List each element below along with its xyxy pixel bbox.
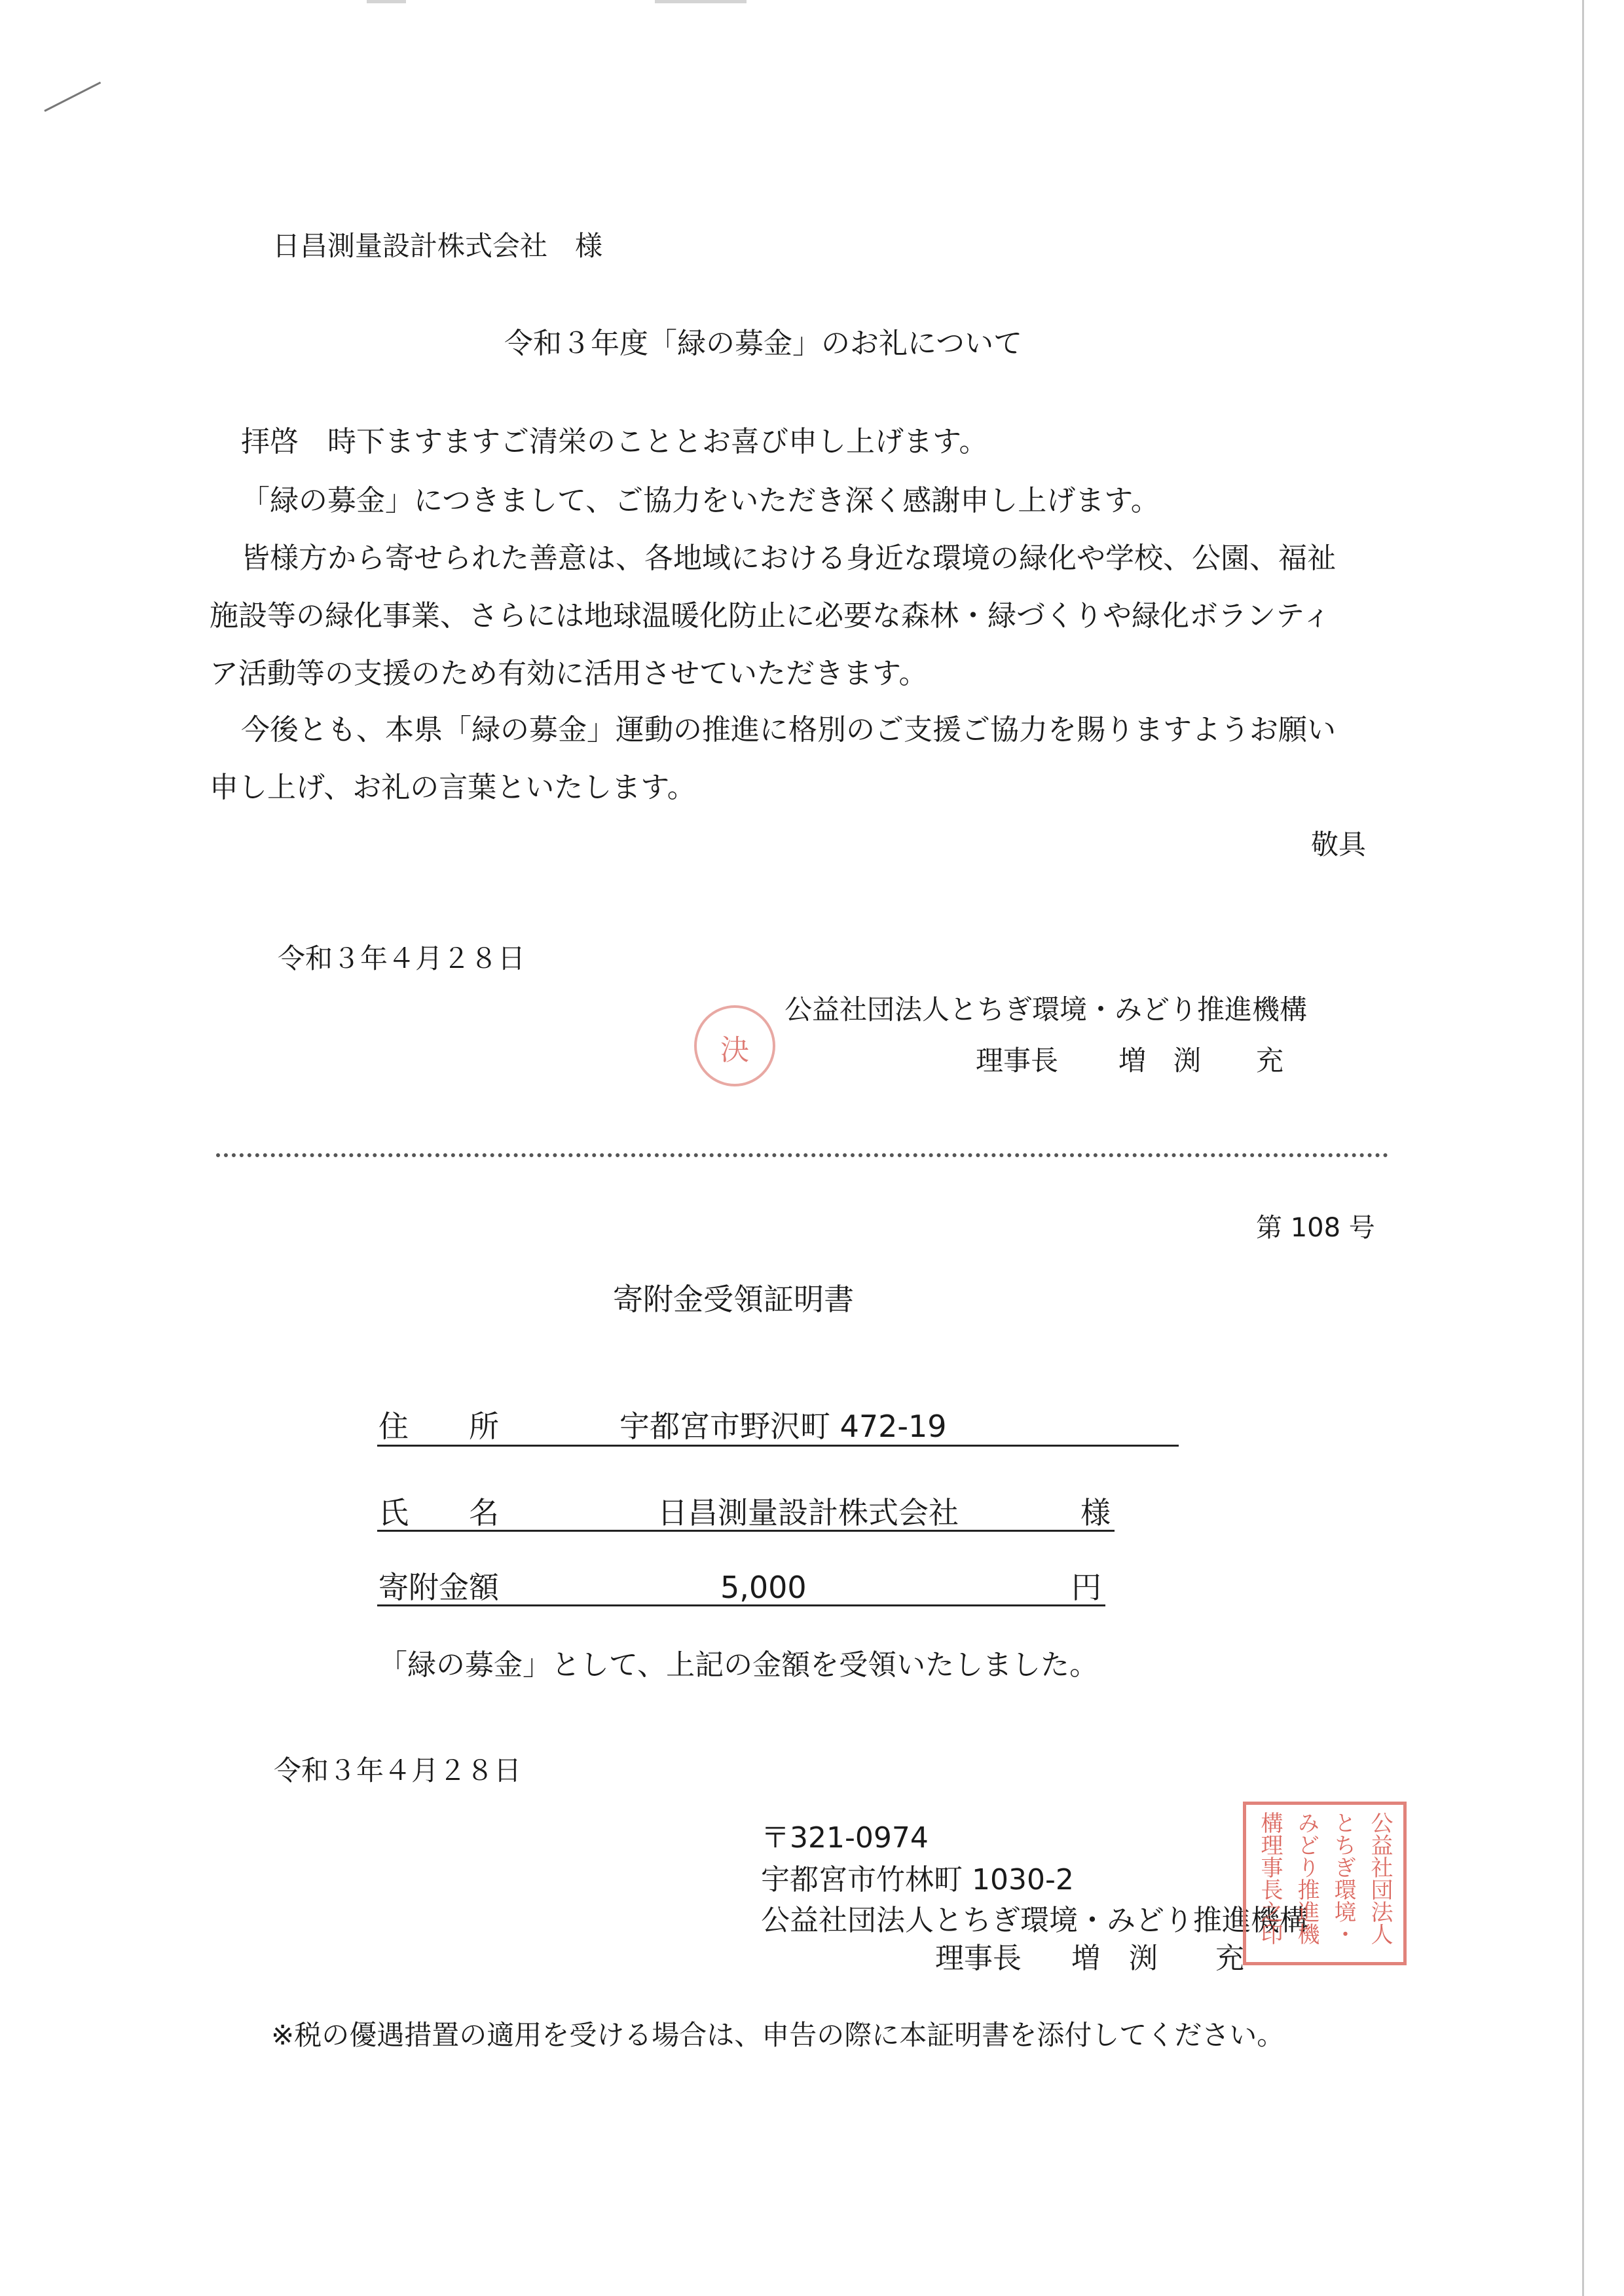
scan-mark: [655, 0, 747, 3]
certificate-number: 第 108 号: [1256, 1213, 1375, 1243]
letter-closing: 敬具: [1311, 828, 1367, 861]
letter-sender-title: 理事長: [976, 1045, 1059, 1077]
letter-paragraph: 皆様方から寄せられた善意は、各地域における身近な環境の緑化や学校、公園、福祉: [241, 542, 1336, 575]
letter-paragraph: 今後とも、本県「緑の募金」運動の推進に格別のご支援ご協力を賜りますようお願い: [241, 713, 1336, 747]
name-value: 日昌測量設計株式会社: [657, 1495, 959, 1530]
cut-line-divider: [216, 1153, 1388, 1157]
amount-value: 5,000: [720, 1570, 807, 1605]
letter-addressee: 日昌測量設計株式会社 様: [272, 230, 603, 262]
certificate-title: 寄附金受領証明書: [613, 1282, 854, 1317]
letter-paragraph: 施設等の緑化事業、さらには地球温暖化防止に必要な森林・緑づくりや緑化ボランティ: [210, 599, 1331, 633]
page-edge-shadow: [1582, 0, 1584, 2296]
org-address: 宇都宮市竹林町 1030-2: [761, 1863, 1074, 1897]
amount-underline: [377, 1604, 1105, 1606]
official-square-seal: 構理事長之印 みどり推進機 とちぎ環境・ 公益社団法人: [1243, 1802, 1407, 1965]
name-underline: [377, 1530, 1115, 1532]
rep-name: 増 渕 充: [1071, 1942, 1244, 1975]
amount-label: 寄附金額: [378, 1570, 499, 1605]
certificate-date: 令和３年４月２８日: [274, 1754, 522, 1787]
rep-title: 理事長: [935, 1942, 1022, 1975]
org-postal-code: 〒321-0974: [761, 1821, 929, 1855]
amount-unit: 円: [1071, 1570, 1101, 1605]
address-value: 宇都宮市野沢町 472-19: [619, 1409, 947, 1444]
pen-stroke-mark: [44, 82, 101, 112]
letter-title: 令和３年度「緑の募金」のお礼について: [504, 327, 1023, 360]
org-name: 公益社団法人とちぎ環境・みどり推進機構: [761, 1904, 1308, 1937]
name-suffix: 様: [1080, 1495, 1111, 1530]
letter-date: 令和３年４月２８日: [278, 942, 526, 974]
letter-paragraph: 拝啓 時下ますますご清栄のこととお喜び申し上げます。: [241, 425, 988, 458]
letter-paragraph: ア活動等の支援のため有効に活用させていただきます。: [210, 657, 928, 690]
name-label: 氏 名: [378, 1495, 499, 1530]
scan-mark: [367, 0, 406, 3]
tax-note: ※税の優遇措置の適用を受ける場合は、申告の際に本証明書を添付してください。: [271, 2019, 1285, 2051]
red-seal-stamp: 決: [694, 1005, 775, 1086]
letter-paragraph: 申し上げ、お礼の言葉といたします。: [210, 771, 696, 804]
letter-paragraph: 「緑の募金」につきまして、ご協力をいただき深く感謝申し上げます。: [241, 484, 1160, 517]
certificate-statement: 「緑の募金」として、上記の金額を受領いたしました。: [378, 1648, 1099, 1682]
letter-sender-name: 増 渕 充: [1118, 1045, 1284, 1077]
letter-sender-org: 公益社団法人とちぎ環境・みどり推進機構: [784, 993, 1308, 1026]
address-label: 住 所: [378, 1409, 499, 1444]
address-underline: [377, 1445, 1179, 1447]
